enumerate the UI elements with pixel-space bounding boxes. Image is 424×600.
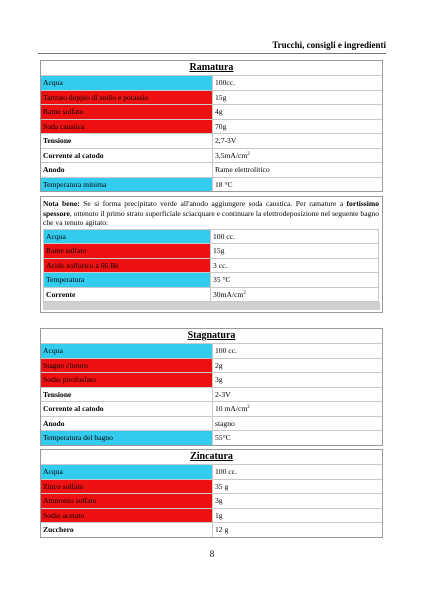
row-label: Sodio pirofosfato	[41, 373, 213, 387]
row-label: Stagno cloruro	[41, 359, 213, 373]
zincatura-title: Zincatura	[190, 451, 233, 462]
row-label: Acqua	[41, 465, 213, 479]
table-row	[41, 90, 382, 105]
row-value: 3g	[215, 496, 223, 506]
table-row	[41, 430, 382, 445]
row-label: Rame solfato	[41, 105, 213, 119]
table-row	[41, 464, 382, 479]
row-value: 100 cc.	[215, 467, 237, 477]
table-row	[41, 372, 382, 387]
row-label: Corrente al catodo	[41, 402, 213, 416]
note-table	[43, 229, 379, 303]
row-label: Sodio acetato	[41, 509, 213, 523]
zincatura-table	[40, 449, 383, 538]
note-text: Nota bene: Se si forma precipitato verde all'anodo aggiungere soda caustica. Per ramature a fortissimo spessore, ottenuto il primo strato superficiale sciacquare e continuare la elettrodeposizione nel seguente bagno che va tenuto agitato:	[43, 199, 379, 227]
table-row	[44, 272, 378, 287]
row-value: 100cc.	[215, 78, 236, 88]
row-value: 4g	[215, 107, 223, 117]
note-box	[40, 196, 383, 313]
row-label: Soda caustica	[41, 120, 213, 134]
row-value: 15g	[213, 246, 225, 256]
row-label: Acqua	[41, 344, 213, 358]
row-label: Ammonio solfato	[41, 494, 213, 508]
row-value: Rame elettrolitico	[215, 165, 270, 175]
table-row	[41, 479, 382, 494]
table-row	[41, 387, 382, 402]
page-number: 8	[209, 549, 215, 559]
row-value: 10 mA/cm $^2$	[215, 404, 250, 414]
table-row	[41, 522, 382, 537]
row-label: Temperatura del bagno	[41, 431, 213, 445]
table-row	[44, 258, 378, 273]
ramatura-title: Ramatura	[189, 62, 234, 73]
ramatura-table	[40, 60, 383, 192]
row-label: Temperatura	[44, 273, 211, 287]
table-row	[41, 162, 382, 177]
row-value: 35 °C	[213, 275, 231, 285]
row-value: stagno	[215, 418, 235, 428]
row-label: Zinco solfato	[41, 480, 213, 494]
grey-bar	[43, 302, 380, 310]
table-row	[41, 119, 382, 134]
row-value: 1g	[215, 510, 223, 520]
row-label: Anodo	[41, 163, 213, 177]
row-label: Acqua	[41, 76, 213, 90]
row-label: Rame solfato	[44, 244, 211, 258]
table-row	[44, 287, 378, 302]
row-value: 70g	[215, 121, 227, 131]
table-row	[41, 358, 382, 373]
table-row	[41, 508, 382, 523]
header-rule	[38, 53, 386, 54]
row-label: Zucchero	[41, 523, 213, 537]
table-row	[41, 177, 382, 192]
table-row	[41, 133, 382, 148]
row-value: 2g	[215, 360, 223, 370]
row-label: Tensione	[41, 134, 213, 148]
row-value: 3g	[215, 375, 223, 385]
table-row	[44, 243, 378, 258]
row-value: 18 °C	[215, 179, 233, 189]
table-row	[41, 148, 382, 163]
table-row	[41, 416, 382, 431]
row-label: Tensione	[41, 388, 213, 402]
table-row	[41, 401, 382, 416]
row-value: 55°C	[215, 433, 231, 443]
row-label: Anodo	[41, 417, 213, 431]
row-value: 30mA/cm $^2$	[213, 289, 246, 299]
table-row	[41, 104, 382, 119]
row-value: 15g	[215, 92, 227, 102]
row-label: Acqua	[44, 230, 211, 244]
table-row	[41, 75, 382, 90]
table-row	[41, 343, 382, 358]
row-value: 3 cc.	[213, 260, 228, 270]
row-label: Tartrato doppio di sodio e potassio	[41, 91, 213, 105]
page-header: Trucchi, consigli e ingredienti	[272, 40, 386, 50]
row-value: 3,5mA/cm $^2$	[215, 150, 250, 160]
row-value: 100 cc.	[215, 346, 237, 356]
stagnatura-table	[40, 328, 383, 446]
row-value: 2-3V	[215, 389, 231, 399]
row-value: 35 g	[215, 481, 229, 491]
table-row	[41, 493, 382, 508]
row-value: 2,7-3V	[215, 136, 237, 146]
stagnatura-title: Stagnatura	[187, 330, 236, 341]
row-value: 12 g	[215, 525, 229, 535]
row-label: Corrente	[44, 288, 211, 302]
row-label: Acido solforico a 66 Bè	[44, 259, 211, 273]
row-label: Temperatura minima	[41, 178, 213, 192]
row-label: Corrente al catodo	[41, 149, 213, 163]
row-value: 100 cc.	[213, 231, 235, 241]
table-row	[44, 230, 378, 244]
